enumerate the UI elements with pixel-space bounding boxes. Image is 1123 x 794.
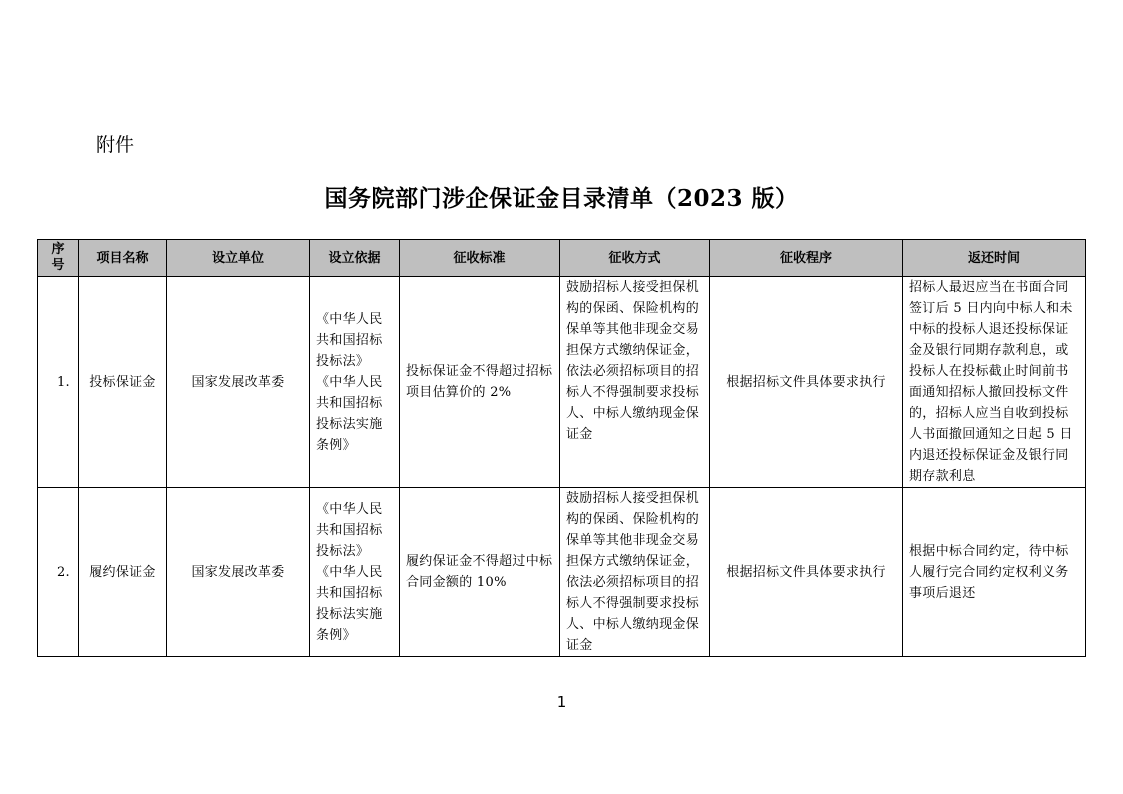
basis-law: 《中华人民共和国招标投标法》 bbox=[316, 501, 383, 559]
page-number: 1 bbox=[556, 693, 567, 711]
header-unit: 设立单位 bbox=[167, 240, 310, 277]
cell-name: 履约保证金 bbox=[79, 488, 167, 657]
cell-basis bbox=[310, 277, 400, 488]
header-procedure: 征收程序 bbox=[710, 240, 903, 277]
cell-procedure: 根据招标文件具体要求执行 bbox=[710, 488, 903, 657]
table-header-row bbox=[38, 240, 1086, 277]
header-name: 项目名称 bbox=[79, 240, 167, 277]
cell-method: 鼓励招标人接受担保机构的保函、保险机构的保单等其他非现金交易担保方式缴纳保证金，依法必须招标项目的招标人不得强制要求投标人、中标人缴纳现金保证金 bbox=[560, 277, 710, 488]
deposit-catalog-table bbox=[37, 239, 1086, 657]
document-title: 国务院部门涉企保证金目录清单（2023 版） bbox=[324, 185, 799, 212]
header-standard: 征收标准 bbox=[400, 240, 560, 277]
basis-regulation: 《中华人民共和国招标投标法实施条例》 bbox=[316, 564, 383, 643]
cell-procedure: 根据招标文件具体要求执行 bbox=[710, 277, 903, 488]
cell-refund: 根据中标合同约定，待中标人履行完合同约定权利义务事项后退还 bbox=[903, 488, 1086, 657]
cell-seq: 1. bbox=[38, 277, 79, 488]
cell-standard: 投标保证金不得超过招标项目估算价的 2% bbox=[400, 277, 560, 488]
cell-name: 投标保证金 bbox=[79, 277, 167, 488]
table-row bbox=[38, 488, 1086, 657]
cell-refund: 招标人最迟应当在书面合同签订后 5 日内向中标人和未中标的投标人退还投标保证金及银行同期存款利息，或投标人在投标截止时间前书面通知招标人撤回投标文件的，招标人应当自收到投标人书面撤回通知之日起 5 日内退还投标保证金及银行同期存款利息 bbox=[903, 277, 1086, 488]
cell-basis bbox=[310, 488, 400, 657]
cell-seq: 2. bbox=[38, 488, 79, 657]
table-row bbox=[38, 277, 1086, 488]
cell-standard: 履约保证金不得超过中标合同金额的 10% bbox=[400, 488, 560, 657]
cell-unit: 国家发展改革委 bbox=[167, 277, 310, 488]
basis-law: 《中华人民共和国招标投标法》 bbox=[316, 311, 383, 369]
cell-method: 鼓励招标人接受担保机构的保函、保险机构的保单等其他非现金交易担保方式缴纳保证金，依法必须招标项目的招标人不得强制要求投标人、中标人缴纳现金保证金 bbox=[560, 488, 710, 657]
header-seq: 序 号 bbox=[38, 240, 79, 277]
header-method: 征收方式 bbox=[560, 240, 710, 277]
header-refund: 返还时间 bbox=[903, 240, 1086, 277]
cell-unit: 国家发展改革委 bbox=[167, 488, 310, 657]
basis-regulation: 《中华人民共和国招标投标法实施条例》 bbox=[316, 374, 383, 453]
header-basis: 设立依据 bbox=[310, 240, 400, 277]
attachment-label: 附件 bbox=[96, 134, 135, 156]
